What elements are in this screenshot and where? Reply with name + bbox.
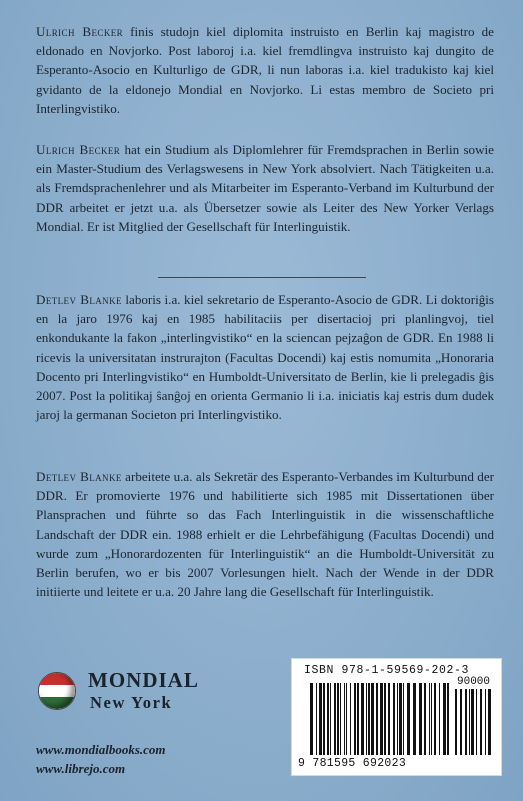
publisher-urls — [36, 740, 166, 778]
author-name: Detlev Blanke — [36, 469, 122, 484]
ean-barcode-bars — [310, 683, 450, 755]
bio-becker-esperanto — [36, 22, 494, 118]
price-code: 90000 — [457, 676, 491, 688]
website-link[interactable]: www.librejo.com — [36, 761, 126, 776]
isbn-number: ISBN 978-1-59569-202-3 — [304, 664, 470, 677]
bio-blanke-german — [36, 467, 494, 601]
section-divider — [158, 277, 366, 278]
author-name: Detlev Blanke — [36, 292, 122, 307]
isbn-barcode — [291, 658, 502, 776]
publisher-city: New York — [90, 693, 173, 712]
bio-text: laboris i.a. kiel sekretario de Esperanto-Asocio de GDR. Li doktoriĝis en la jaro 1976 kaj en 1985 habilitaciis per disertacioj pri planlingvoj, tiel enkondukante la fakon „interlingvistiko“ en la sciencan pejzaĝon de GDR. En 1988 li ricevis la universitatan instrurajton (Facultas Docendi) kaj estis nomumita „Honoraria Docento pri Interlingvistiko“ en Humboldt-Universitato de Berlin, kie li prelegadis ĝis 2007. Post la politikaj ŝanĝoj en orienta Germanio li i.a. iniciatis kaj estris dum dudek jaroj la germanan Societon pri Interlingvistiko. — [36, 292, 494, 423]
publisher-logo — [34, 661, 214, 719]
tricolor-globe-icon — [38, 672, 76, 710]
website-link[interactable]: www.mondialbooks.com — [36, 742, 166, 757]
bio-text: arbeitete u.a. als Sekretär des Esperanto-Verbandes im Kulturbund der DDR. Er promovierte 1976 und habilitierte sich 1985 mit Dissertationen über Plansprachen und führte so das Fach Interlinguistik in die wissenschaftliche Landschaft der DDR ein. 1988 erhielt er die Lehrbefähigung (Facultas Docendi) und wurde zum „Honorardozenten für Interlinguistik“ an die Humboldt-Universität zu Berlin berufen, wo er bis 2007 Vorlesungen hielt. Nach der Wende in der DDR initiierte und leitete er u.a. 20 Jahre lang die Gesellschaft für Interlinguistik. — [36, 469, 494, 600]
bio-blanke-esperanto — [36, 290, 494, 424]
bio-becker-german — [36, 140, 494, 236]
author-name: Ulrich Becker — [36, 142, 121, 157]
ean-digits: 9 781595 692023 — [298, 757, 407, 770]
author-name: Ulrich Becker — [36, 24, 124, 39]
publisher-name: MONDIAL — [88, 668, 199, 692]
addon-barcode-bars — [455, 689, 493, 755]
bio-text: finis studojn kiel diplomita instruisto en Berlin kaj magistro de eldonado en Novjorko. Post laboroj i.a. kiel fremdlingva instruisto kaj dungito de Esperanto-Asocio en Kulturligo de GDR, li nun laboras i.a. kiel tradukisto kaj kiel gvidanto de la eldonejo Mondial en Novjorko. Li estas membro de Societo pri Interlingvistiko. — [36, 24, 494, 116]
bio-text: hat ein Studium als Diplomlehrer für Fremdsprachen in Berlin sowie ein Master-Studium des Verlagswesens in New York absolviert. Nach Tätigkeiten u.a. als Fremdsprachenlehrer und als Mitarbeiter im Esperanto-Verband im Kulturbund der DDR arbeitet er jetzt u.a. als Übersetzer sowie als Leiter des New Yorker Verlags Mondial. Er ist Mitglied der Gesellschaft für Interlinguistik. — [36, 142, 494, 234]
